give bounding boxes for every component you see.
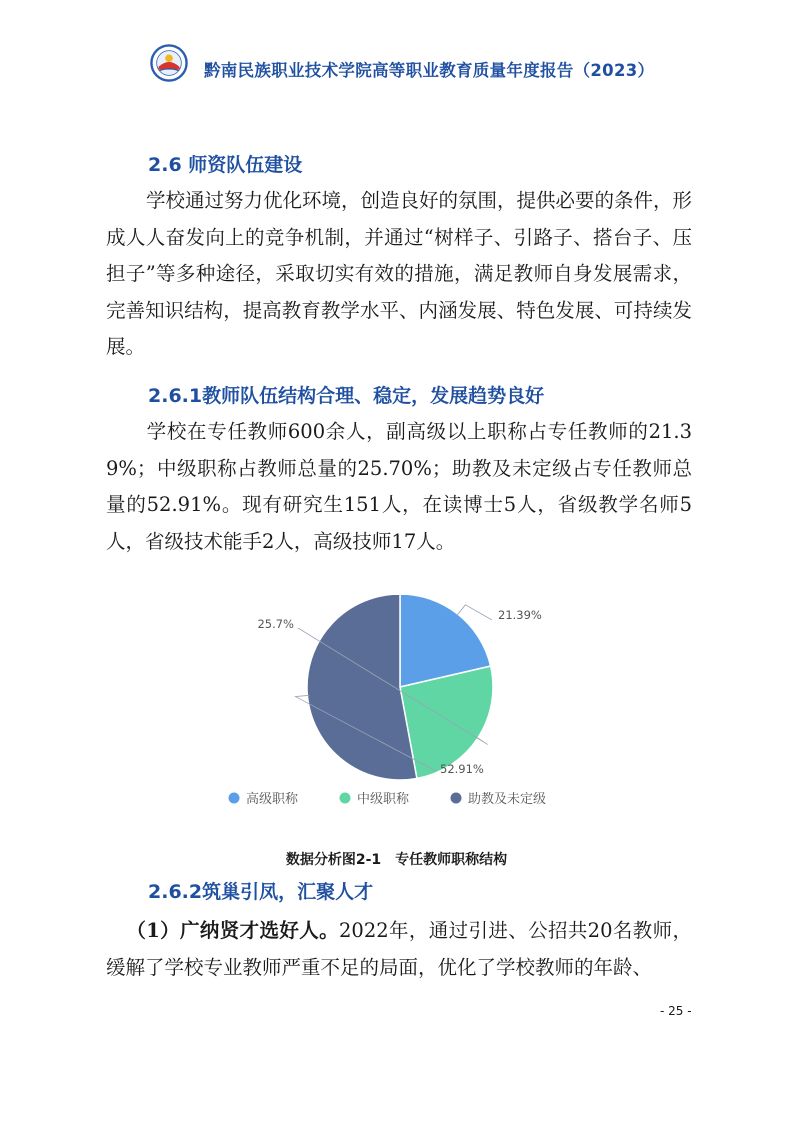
section-intro: 学校通过努力优化环境，创造良好的氛围，提供必要的条件，形成人人奋发向上的竞争机制，并通过“树样子、引路子、搭台子、压担子”等多种途径，采取切实有效的措施，满足教师自身发展需求，完善知识结构，提高教育教学水平、内涵发展、特色发展、可持续发展。 <box>106 189 693 358</box>
legend-label-3: 助教及未定级 <box>468 792 547 807</box>
figure-caption: 数据分析图2-1 专任教师职称结构 <box>285 852 508 868</box>
header-title: 黔南民族职业技术学院高等职业教育质量年度报告（2023） <box>204 61 655 80</box>
page-header <box>0 0 793 100</box>
data-label-2: 25.7% <box>257 617 294 631</box>
subsection-heading-1: 2.6.1教师队伍结构合理、稳定，发展趋势良好 <box>148 385 545 407</box>
legend-label-2: 中级职称 <box>357 792 410 807</box>
subsection-text-2: （1）广纳贤才选好人。2022年，通过引进、公招共20名教师，缓解了学校专业教师严重不足的局面，优化了学校教师的年龄、 <box>106 919 692 979</box>
data-label-3: 52.91% <box>440 762 484 776</box>
lead-phrase: （1）广纳贤才选好人。 <box>126 919 339 942</box>
legend-label-1: 高级职称 <box>246 792 299 807</box>
title-structure-pie-chart <box>200 595 620 815</box>
legend-marker-3 <box>451 793 462 804</box>
data-label-1: 21.39% <box>498 608 542 622</box>
subsection-heading-2: 2.6.2筑巢引凤，汇聚人才 <box>148 881 374 903</box>
legend-marker-2 <box>340 793 351 804</box>
school-seal-icon <box>150 44 188 82</box>
legend-marker-1 <box>229 793 240 804</box>
section-heading: 2.6 师资队伍建设 <box>148 154 303 176</box>
subsection-text-1: 学校在专任教师600余人，副高级以上职称占专任教师的21.39%；中级职称占教师总量的25.70%；助教及未定级占专任教师总量的52.91%。现有研究生151人，在读博士5人，省级教学名师5人，省级技术能手2人，高级技师17人。 <box>106 420 692 553</box>
page-number: - 25 - <box>660 1004 692 1018</box>
